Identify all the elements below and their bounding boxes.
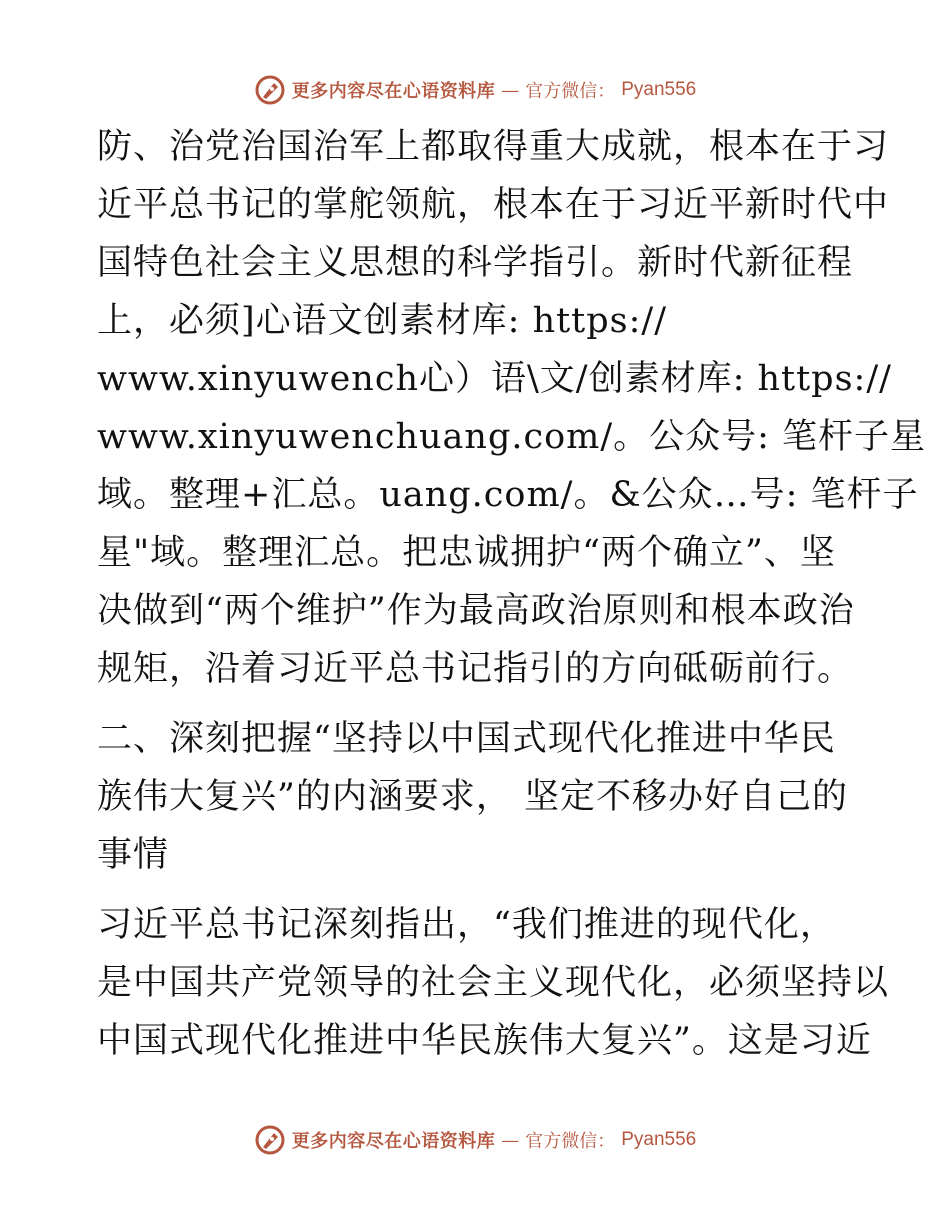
body-line: www.xinyuwenchuang.com/。公众号: 笔杆子星 xyxy=(97,417,927,457)
footer-wechat-id: Pyan556 xyxy=(621,1129,697,1150)
body-line: 国特色社会主义思想的科学指引。新时代新征程 xyxy=(97,243,854,283)
paragraph-line: 习近平总书记深刻指出，“我们推进的现代化， xyxy=(97,905,836,945)
body-line: 域。整理+汇总。uang.com/。&公众…号: 笔杆子 xyxy=(97,475,919,515)
paragraph-line: 是中国共产党领导的社会主义现代化，必须坚持以 xyxy=(97,963,890,1003)
document-body xyxy=(97,118,927,1070)
paragraph-line: 中国式现代化推进中华民族伟大复兴”。这是习近 xyxy=(97,1021,872,1061)
pen-nib-logo-icon xyxy=(254,1124,286,1156)
body-line: 上，必须]心语文创素材库: https:// xyxy=(97,301,667,341)
body-line: 防、治党治国治军上都取得重大成就，根本在于习 xyxy=(97,127,890,167)
pen-nib-logo-icon xyxy=(254,74,286,106)
section-heading-line: 族伟大复兴”的内涵要求， 坚定不移办好自己的 xyxy=(97,777,849,817)
body-line: www.xinyuwench心）语\文/创素材库: https:// xyxy=(97,359,892,399)
header-wechat-id: Pyan556 xyxy=(621,79,697,100)
section-heading-line: 二、深刻把握“坚持以中国式现代化推进中华民 xyxy=(97,719,836,759)
footer-banner-text: 更多内容尽在心语资料库 xyxy=(291,1131,496,1152)
footer-banner xyxy=(0,1123,950,1157)
header-banner-label: 官方微信： xyxy=(525,81,616,102)
body-line: 决做到“两个维护”作为最高政治原则和根本政治 xyxy=(97,591,855,631)
body-line: 星"域。整理汇总。把忠诚拥护“两个确立”、坚 xyxy=(97,533,836,573)
footer-banner-label: 官方微信： xyxy=(525,1131,616,1152)
section-heading-line: 事情 xyxy=(97,835,170,875)
body-line: 近平总书记的掌舵领航，根本在于习近平新时代中 xyxy=(97,185,890,225)
header-banner-text: 更多内容尽在心语资料库 xyxy=(291,81,496,102)
body-line: 规矩，沿着习近平总书记指引的方向砥砺前行。 xyxy=(97,649,854,689)
footer-banner-separator: — xyxy=(501,1129,520,1151)
header-banner xyxy=(0,73,950,107)
header-banner-separator: — xyxy=(501,79,520,101)
